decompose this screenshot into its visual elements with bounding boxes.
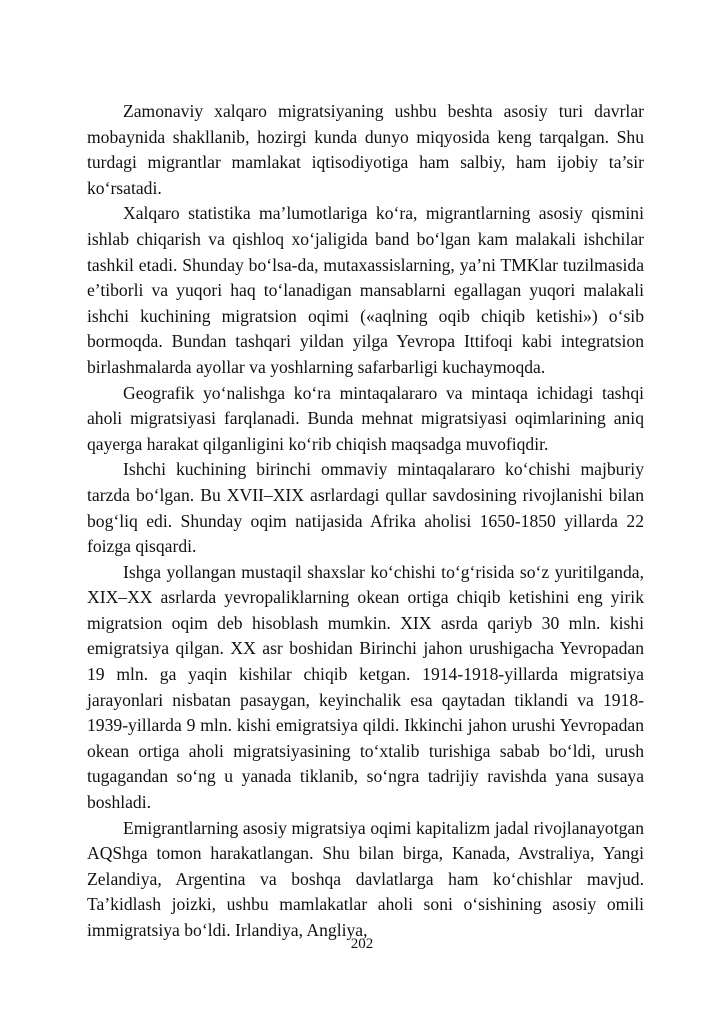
paragraph-4: Ishchi kuchining birinchi ommaviy mintaqalararo ko‘chishi majburiy tarzda bo‘lgan. Bu XVII–XIX asrlardagi qullar savdosining rivojlanishi bilan bog‘liq edi. Shunday oqim natijasida Afrika aholisi 1650-1850 yillarda 22 foizga qisqardi. (87, 459, 644, 557)
paragraph-2: Xalqaro statistika ma’lumotlariga ko‘ra, migrantlarning asosiy qismini ishlab chiqarish va qishloq xo‘jaligida band bo‘lgan kam malakali ishchilar tashkil etadi. Shunday bo‘lsa-da, mutaxassislarning, ya’ni TMKlar tuzilmasida e’tiborli va yuqori haq to‘lanadigan mansablarni egallagan yuqori malakali ishchi kuchining migratsion oqimi («aqlning oqib chiqib ketishi») o‘sib bormoqda. Bundan tashqari yildan yilga Yevropa Ittifoqi kabi integratsion birlashmalarda ayollar va yoshlarning safarbarligi kuchaymoqda. (87, 203, 644, 377)
paragraph-1: Zamonaviy xalqaro migratsiyaning ushbu beshta asosiy turi davrlar mobaynida shakllanib, hozirgi kunda dunyo miqyosida keng tarqalgan. Shu turdagi migrantlar mamlakat iqtisodiyotiga ham salbiy, ham ijobiy ta’sir ko‘rsatadi. (87, 101, 644, 198)
paragraph-3: Geografik yo‘nalishga ko‘ra mintaqalararo va mintaqa ichidagi tashqi aholi migratsiyasi farqlanadi. Bunda mehnat migratsiyasi oqimlarining aniq qayerga harakat qilganligini ko‘rib chiqish maqsadga muvofiqdir. (87, 382, 644, 454)
paragraph-6: Emigrantlarning asosiy migratsiya oqimi kapitalizm jadal rivojlanayotgan AQShga tomon harakatlangan. Shu bilan birga, Kanada, Avstraliya, Yangi Zelandiya, Argentina va boshqa davlatlarga ham ko‘chishlar mavjud. Ta’kidlash joizki, ushbu mamlakatlar aholi soni o‘sishining asosiy omili immigratsiya bo‘ldi. Irlandiya, Angliya, (87, 817, 644, 940)
paragraph-5: Ishga yollangan mustaqil shaxslar ko‘chishi to‘g‘risida so‘z yuritilganda, XIX–XX asrlarda yevropaliklarning okean ortiga chiqib ketishini eng yirik migratsion oqim deb hisoblash mumkin. XIX asrda qariyb 30 mln. kishi emigratsiya qilgan. XX asr boshidan Birinchi jahon urushigacha Yevropadan 19 mln. ga yaqin kishilar chiqib ketgan. 1914-1918-yillarda migratsiya jarayonlari nisbatan pasaygan, keyinchalik esa qaytadan tiklandi va 1918-1939-yillarda 9 mln. kishi emigratsiya qildi. Ikkinchi jahon urushi Yevropadan okean ortiga aholi migratsiyasining to‘xtalib turishiga sabab bo‘ldi, urush tugagandan so‘ng u yanada tiklanib, so‘ngra tadrijiy ravishda yana susaya boshladi. (87, 561, 644, 813)
body-text (87, 99, 644, 944)
page-number: 202 (350, 936, 374, 952)
